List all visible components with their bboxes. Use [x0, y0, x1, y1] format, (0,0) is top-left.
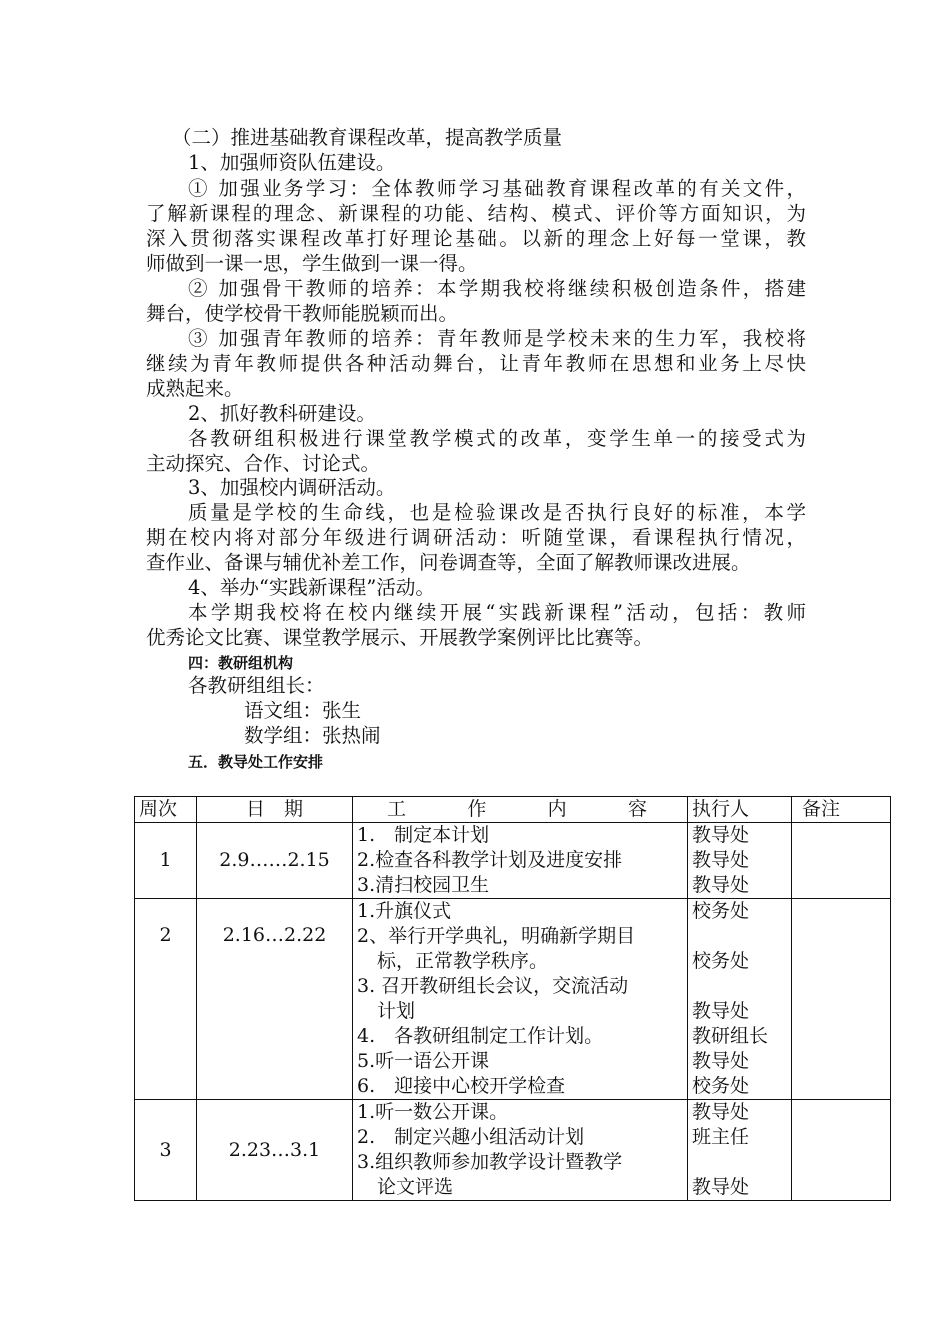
- executor-item: 教导处: [692, 1000, 750, 1022]
- paragraph-line: ② 加强骨干教师的培养：本学期我校将继续积极创造条件，搭建: [188, 277, 806, 300]
- work-item: 2.检查各科教学计划及进度安排: [357, 849, 623, 871]
- paragraph-line: 成熟起来。: [146, 377, 244, 400]
- executor-item: 教导处: [692, 1050, 750, 1072]
- group-leader-row: [244, 723, 744, 748]
- paragraph-line: 了解新课程的理念、新课程的功能、结构、模式、评价等方面知识，为: [146, 202, 806, 225]
- work-cell: [353, 823, 688, 899]
- executor-item: 教导处: [692, 849, 750, 871]
- item-title: 3、加强校内调研活动。: [188, 476, 396, 499]
- date-cell: 2.9……2.15: [197, 823, 353, 899]
- paragraph-line: ③ 加强青年教师的培养：青年教师是学校未来的生力军，我校将: [188, 327, 806, 350]
- header-executor: 执行人: [688, 797, 792, 823]
- work-item: 3.组织教师参加教学设计暨教学: [357, 1151, 623, 1173]
- executor-item: 校务处: [692, 950, 750, 972]
- work-item: 1.听一数公开课。: [357, 1101, 509, 1123]
- schedule-table: [134, 796, 891, 1201]
- work-cell: [353, 1100, 688, 1201]
- executor-item: 教导处: [692, 824, 750, 846]
- executor-item: 教导处: [692, 1101, 750, 1123]
- executor-item: 教研组长: [692, 1025, 769, 1047]
- header-work-char: 作: [467, 798, 487, 820]
- header-remark: 备注: [792, 797, 891, 823]
- executor-cell: [688, 899, 792, 1100]
- group-leader: 张热闹: [322, 724, 381, 747]
- header-work-char: 工: [387, 798, 407, 820]
- paragraph-line: 质量是学校的生命线，也是检验课改是否执行良好的标准，本学: [188, 501, 806, 524]
- table-row: [135, 823, 891, 899]
- group-leader-row: [244, 698, 744, 723]
- work-item: 1. 制定本计划: [357, 824, 490, 846]
- header-date: 日 期: [197, 797, 353, 823]
- paragraph-line: 本学期我校将在校内继续开展“实践新课程”活动，包括：教师: [188, 601, 806, 624]
- week-cell: 1: [135, 823, 197, 899]
- header-work: [353, 797, 688, 823]
- executor-item: 教导处: [692, 1176, 750, 1198]
- executor-item: 校务处: [692, 900, 750, 922]
- header-work-char: 容: [627, 798, 647, 820]
- work-item: 4. 各教研组制定工作计划。: [357, 1025, 604, 1047]
- table-row: [135, 1100, 891, 1201]
- paragraph-line: 主动探究、合作、讨论式。: [146, 452, 381, 475]
- table-header-row: [135, 797, 891, 823]
- header-work-char: 内: [547, 798, 567, 820]
- work-item: 计划: [377, 1000, 416, 1022]
- executor-item: [692, 974, 791, 999]
- group-name: 语文组：: [244, 699, 323, 722]
- leaders-label: 各教研组组长：: [188, 674, 325, 697]
- header-week: 周次: [135, 797, 197, 823]
- date-cell: 2.23…3.1: [197, 1100, 353, 1201]
- work-item: 5.听一语公开课: [357, 1050, 490, 1072]
- work-item: 3.清扫校园卫生: [357, 874, 490, 896]
- item-title: 1、加强师资队伍建设。: [188, 151, 396, 174]
- work-item: 6. 迎接中心校开学检查: [357, 1075, 566, 1097]
- executor-item: 班主任: [692, 1126, 750, 1148]
- group-leader: 张生: [322, 699, 362, 722]
- work-item: 标，正常教学秩序。: [377, 950, 549, 972]
- work-cell: [353, 899, 688, 1100]
- date-cell: 2.16…2.22: [197, 899, 353, 1100]
- paragraph-line: 各教研组积极进行课堂教学模式的改革，变学生单一的接受式为: [188, 427, 806, 450]
- paragraph-line: 查作业、备课与辅优补差工作，问卷调查等，全面了解教师课改进展。: [146, 551, 751, 574]
- week-cell: 2: [135, 899, 197, 1100]
- remark-cell: [792, 1100, 891, 1201]
- paragraph-line: 期在校内将对部分年级进行调研活动：听随堂课，看课程执行情况，: [146, 526, 806, 549]
- paragraph-line: 舞台，使学校骨干教师能脱颖而出。: [146, 302, 459, 325]
- executor-item: 校务处: [692, 1075, 750, 1097]
- paragraph-line: 继续为青年教师提供各种活动舞台，让青年教师在思想和业务上尽快: [146, 352, 806, 375]
- week-cell: 3: [135, 1100, 197, 1201]
- paragraph-line: 师做到一课一思，学生做到一课一得。: [146, 252, 478, 275]
- section-heading: （二）推进基础教育课程改革，提高教学质量: [172, 126, 563, 149]
- section-heading: 四：教研组机构: [188, 654, 294, 672]
- work-item: 3. 召开教研组长会议，交流活动: [357, 975, 629, 997]
- paragraph-line: ① 加强业务学习：全体教师学习基础教育课程改革的有关文件，: [188, 177, 806, 200]
- executor-item: 教导处: [692, 874, 750, 896]
- work-item: 论文评选: [377, 1176, 454, 1198]
- work-item: 2. 制定兴趣小组活动计划: [357, 1126, 585, 1148]
- remark-cell: [792, 823, 891, 899]
- work-item: 1.升旗仪式: [357, 900, 452, 922]
- executor-item: [692, 924, 791, 949]
- executor-cell: [688, 823, 792, 899]
- paragraph-line: 优秀论文比赛、课堂教学展示、开展教学案例评比比赛等。: [146, 626, 654, 649]
- group-name: 数学组：: [244, 724, 323, 747]
- work-item: 2、举行开学典礼，明确新学期目: [357, 925, 636, 947]
- item-title: 2、抓好教科研建设。: [188, 402, 376, 425]
- section-heading: 五．教导处工作安排: [188, 753, 324, 771]
- paragraph-line: 深入贯彻落实课程改革打好理论基础。以新的理念上好每一堂课，教: [146, 227, 806, 250]
- item-title: 4、举办“实践新课程”活动。: [188, 576, 435, 599]
- remark-cell: [792, 899, 891, 1100]
- executor-item: [692, 1150, 791, 1175]
- executor-cell: [688, 1100, 792, 1201]
- table-row: [135, 899, 891, 1100]
